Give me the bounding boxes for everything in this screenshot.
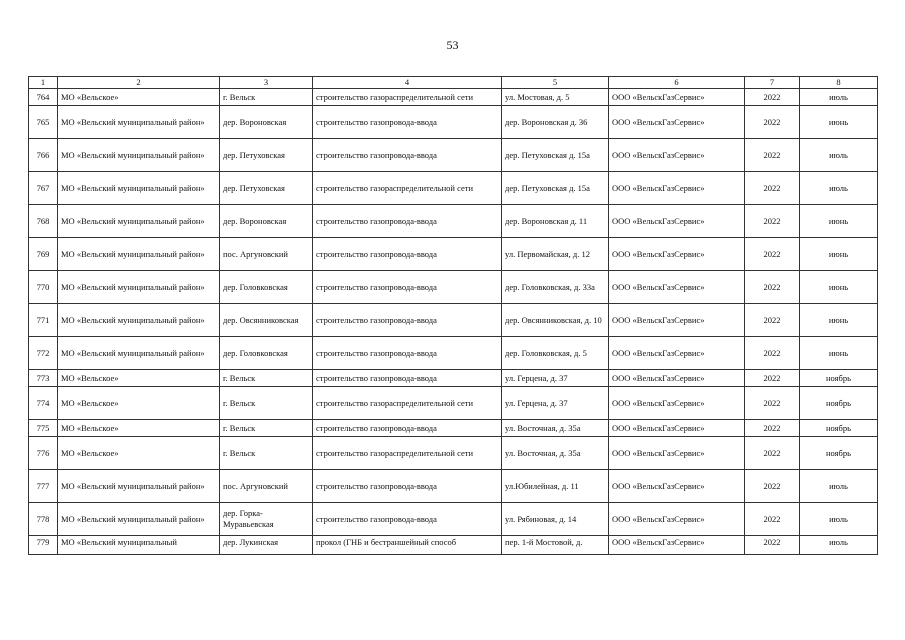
table-row: [29, 238, 878, 271]
settlement-cell: дер. Головковская: [220, 271, 313, 304]
work-type-cell: строительство газопровода-ввода: [313, 370, 502, 387]
settlement-cell: дер. Горка-Муравьевская: [220, 503, 313, 536]
row-number-cell: 769: [29, 238, 58, 271]
municipality-cell: МО «Вельский муниципальный район»: [58, 139, 220, 172]
table-row: [29, 337, 878, 370]
municipality-cell: МО «Вельский муниципальный район»: [58, 106, 220, 139]
row-number-cell: 775: [29, 420, 58, 437]
settlement-cell: дер. Вороновская: [220, 106, 313, 139]
row-number-cell: 777: [29, 470, 58, 503]
month-cell: июль: [800, 172, 878, 205]
month-cell: июнь: [800, 205, 878, 238]
settlement-cell: г. Вельск: [220, 420, 313, 437]
work-type-cell: строительство газопровода-ввода: [313, 205, 502, 238]
column-header: 1: [29, 77, 58, 89]
table-row: [29, 89, 878, 106]
settlement-cell: дер. Петуховская: [220, 172, 313, 205]
table-row: [29, 470, 878, 503]
column-header: 2: [58, 77, 220, 89]
organization-cell: ООО «ВельскГазСервис»: [609, 106, 745, 139]
year-cell: 2022: [745, 139, 800, 172]
work-type-cell: строительство газораспределительной сети: [313, 172, 502, 205]
organization-cell: ООО «ВельскГазСервис»: [609, 536, 745, 555]
municipality-cell: МО «Вельский муниципальный: [58, 536, 220, 555]
month-cell: ноябрь: [800, 437, 878, 470]
municipality-cell: МО «Вельский муниципальный район»: [58, 238, 220, 271]
settlement-cell: г. Вельск: [220, 387, 313, 420]
table-row: [29, 106, 878, 139]
year-cell: 2022: [745, 387, 800, 420]
month-cell: ноябрь: [800, 387, 878, 420]
column-header: 6: [609, 77, 745, 89]
settlement-cell: пос. Аргуновский: [220, 238, 313, 271]
table-row: [29, 205, 878, 238]
work-type-cell: строительство газопровода-ввода: [313, 238, 502, 271]
organization-cell: ООО «ВельскГазСервис»: [609, 205, 745, 238]
municipality-cell: МО «Вельский муниципальный район»: [58, 304, 220, 337]
year-cell: 2022: [745, 420, 800, 437]
table-row: [29, 387, 878, 420]
row-number-cell: 764: [29, 89, 58, 106]
settlement-cell: г. Вельск: [220, 437, 313, 470]
work-type-cell: строительство газораспределительной сети: [313, 387, 502, 420]
work-type-cell: строительство газопровода-ввода: [313, 304, 502, 337]
work-type-cell: строительство газораспределительной сети: [313, 89, 502, 106]
row-number-cell: 779: [29, 536, 58, 555]
municipality-cell: МО «Вельское»: [58, 89, 220, 106]
table-header-row: [29, 77, 878, 89]
work-type-cell: строительство газопровода-ввода: [313, 337, 502, 370]
organization-cell: ООО «ВельскГазСервис»: [609, 337, 745, 370]
address-cell: дер. Вороновская д. 11: [502, 205, 609, 238]
year-cell: 2022: [745, 106, 800, 139]
table-row: [29, 503, 878, 536]
row-number-cell: 774: [29, 387, 58, 420]
row-number-cell: 778: [29, 503, 58, 536]
work-type-cell: строительство газопровода-ввода: [313, 139, 502, 172]
municipality-cell: МО «Вельский муниципальный район»: [58, 503, 220, 536]
row-number-cell: 770: [29, 271, 58, 304]
municipality-cell: МО «Вельское»: [58, 437, 220, 470]
year-cell: 2022: [745, 89, 800, 106]
row-number-cell: 772: [29, 337, 58, 370]
month-cell: июль: [800, 470, 878, 503]
organization-cell: ООО «ВельскГазСервис»: [609, 387, 745, 420]
data-table: [28, 76, 878, 555]
month-cell: июль: [800, 89, 878, 106]
month-cell: ноябрь: [800, 370, 878, 387]
address-cell: ул. Герцена, д. 37: [502, 387, 609, 420]
address-cell: дер. Головковская, д. 5: [502, 337, 609, 370]
table-row: [29, 172, 878, 205]
month-cell: июль: [800, 536, 878, 555]
column-header: 8: [800, 77, 878, 89]
organization-cell: ООО «ВельскГазСервис»: [609, 271, 745, 304]
work-type-cell: строительство газопровода-ввода: [313, 503, 502, 536]
address-cell: ул. Мостовая, д. 5: [502, 89, 609, 106]
settlement-cell: г. Вельск: [220, 370, 313, 387]
organization-cell: ООО «ВельскГазСервис»: [609, 470, 745, 503]
month-cell: июнь: [800, 271, 878, 304]
work-type-cell: строительство газопровода-ввода: [313, 420, 502, 437]
table-row: [29, 304, 878, 337]
address-cell: ул.Юбилейная, д. 11: [502, 470, 609, 503]
settlement-cell: дер. Вороновская: [220, 205, 313, 238]
year-cell: 2022: [745, 470, 800, 503]
month-cell: июль: [800, 503, 878, 536]
municipality-cell: МО «Вельское»: [58, 420, 220, 437]
row-number-cell: 776: [29, 437, 58, 470]
month-cell: июнь: [800, 337, 878, 370]
municipality-cell: МО «Вельский муниципальный район»: [58, 271, 220, 304]
organization-cell: ООО «ВельскГазСервис»: [609, 503, 745, 536]
address-cell: ул. Восточная, д. 35а: [502, 437, 609, 470]
address-cell: дер. Головковская, д. 33а: [502, 271, 609, 304]
row-number-cell: 767: [29, 172, 58, 205]
address-cell: ул. Рябиновая, д. 14: [502, 503, 609, 536]
settlement-cell: дер. Петуховская: [220, 139, 313, 172]
organization-cell: ООО «ВельскГазСервис»: [609, 304, 745, 337]
municipality-cell: МО «Вельский муниципальный район»: [58, 205, 220, 238]
organization-cell: ООО «ВельскГазСервис»: [609, 172, 745, 205]
address-cell: дер. Петуховская д. 15а: [502, 172, 609, 205]
row-number-cell: 766: [29, 139, 58, 172]
table-row: [29, 271, 878, 304]
municipality-cell: МО «Вельский муниципальный район»: [58, 172, 220, 205]
table-row: [29, 420, 878, 437]
work-type-cell: прокол (ГНБ и бестраншейный способ: [313, 536, 502, 555]
municipality-cell: МО «Вельский муниципальный район»: [58, 337, 220, 370]
column-header: 5: [502, 77, 609, 89]
settlement-cell: дер. Головковская: [220, 337, 313, 370]
year-cell: 2022: [745, 503, 800, 536]
address-cell: дер. Овсянниковская, д. 10: [502, 304, 609, 337]
year-cell: 2022: [745, 172, 800, 205]
work-type-cell: строительство газопровода-ввода: [313, 106, 502, 139]
organization-cell: ООО «ВельскГазСервис»: [609, 238, 745, 271]
municipality-cell: МО «Вельское»: [58, 387, 220, 420]
month-cell: июнь: [800, 304, 878, 337]
table-row: [29, 536, 878, 555]
address-cell: дер. Петуховская д. 15а: [502, 139, 609, 172]
work-type-cell: строительство газопровода-ввода: [313, 271, 502, 304]
row-number-cell: 765: [29, 106, 58, 139]
year-cell: 2022: [745, 536, 800, 555]
address-cell: ул. Восточная, д. 35а: [502, 420, 609, 437]
organization-cell: ООО «ВельскГазСервис»: [609, 437, 745, 470]
organization-cell: ООО «ВельскГазСервис»: [609, 139, 745, 172]
address-cell: дер. Вороновская д. 36: [502, 106, 609, 139]
work-type-cell: строительство газораспределительной сети: [313, 437, 502, 470]
organization-cell: ООО «ВельскГазСервис»: [609, 89, 745, 106]
year-cell: 2022: [745, 205, 800, 238]
table-row: [29, 139, 878, 172]
organization-cell: ООО «ВельскГазСервис»: [609, 420, 745, 437]
month-cell: июль: [800, 139, 878, 172]
table-row: [29, 370, 878, 387]
year-cell: 2022: [745, 238, 800, 271]
settlement-cell: пос. Аргуновский: [220, 470, 313, 503]
address-cell: ул. Первомайская, д. 12: [502, 238, 609, 271]
table-row: [29, 437, 878, 470]
month-cell: июнь: [800, 106, 878, 139]
municipality-cell: МО «Вельский муниципальный район»: [58, 470, 220, 503]
column-header: 4: [313, 77, 502, 89]
work-type-cell: строительство газопровода-ввода: [313, 470, 502, 503]
row-number-cell: 771: [29, 304, 58, 337]
municipality-cell: МО «Вельское»: [58, 370, 220, 387]
settlement-cell: дер. Лукинская: [220, 536, 313, 555]
row-number-cell: 773: [29, 370, 58, 387]
year-cell: 2022: [745, 337, 800, 370]
column-header: 7: [745, 77, 800, 89]
address-cell: пер. 1-й Мостовой, д.: [502, 536, 609, 555]
year-cell: 2022: [745, 271, 800, 304]
column-header: 3: [220, 77, 313, 89]
settlement-cell: г. Вельск: [220, 89, 313, 106]
month-cell: ноябрь: [800, 420, 878, 437]
organization-cell: ООО «ВельскГазСервис»: [609, 370, 745, 387]
year-cell: 2022: [745, 437, 800, 470]
year-cell: 2022: [745, 370, 800, 387]
year-cell: 2022: [745, 304, 800, 337]
page-number: 53: [446, 38, 459, 52]
settlement-cell: дер. Овсянниковская: [220, 304, 313, 337]
month-cell: июнь: [800, 238, 878, 271]
address-cell: ул. Герцена, д. 37: [502, 370, 609, 387]
row-number-cell: 768: [29, 205, 58, 238]
